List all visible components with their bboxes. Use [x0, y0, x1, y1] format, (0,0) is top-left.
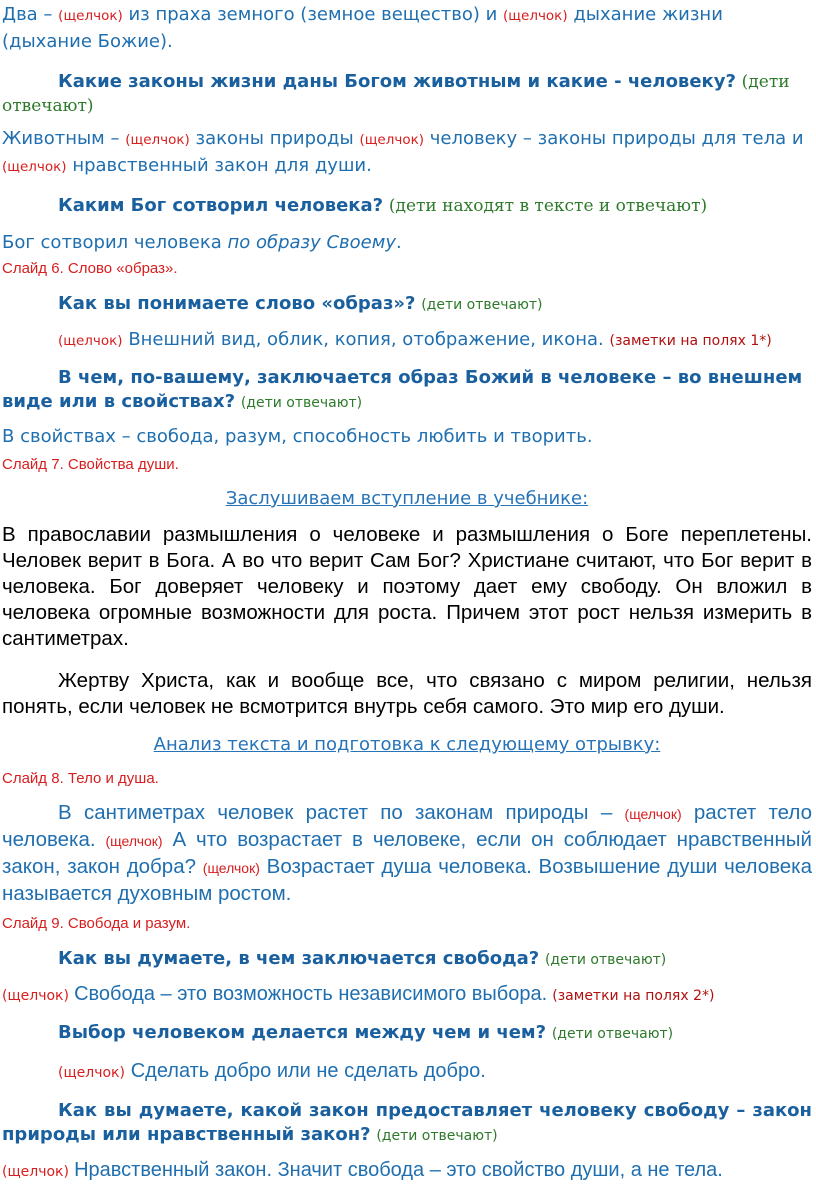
- question-divine-image: [2, 366, 812, 414]
- heading-text-analysis: Анализ текста и подготовка к следующему отрывку:: [153, 734, 661, 755]
- click-note: (щелчок): [359, 132, 425, 148]
- children-note: (дети отвечают): [376, 1128, 498, 1144]
- margin-note: (заметки на полях 1*): [609, 333, 772, 349]
- answer-laws: [2, 126, 812, 178]
- answer-image: [2, 328, 812, 354]
- click-note: (щелчок): [2, 988, 69, 1004]
- text: Два –: [2, 4, 53, 25]
- answer-freedom: [2, 983, 812, 1011]
- textbook-paragraph-2: Жертву Христа, как и вообще все, что связано с миром религии, нельзя понять, если человек не всмотрится внутрь себя самого. Это мир его души.: [2, 669, 812, 718]
- question-text: Выбор человеком делается между чем и чем?: [58, 1022, 547, 1043]
- text: нравственный закон для души.: [72, 155, 372, 176]
- question-choice: [2, 1021, 812, 1047]
- slide-6-label: Слайд 6. Слово «образ».: [2, 260, 178, 277]
- click-note: (щелчок): [2, 159, 67, 175]
- children-note: (дети отвечают): [2, 72, 790, 116]
- children-note: (дети отвечают): [551, 1026, 674, 1042]
- click-note: (щелчок): [202, 860, 260, 876]
- slide-8-label: Слайд 8. Тело и душа.: [2, 770, 159, 787]
- growth-paragraph: [2, 800, 812, 907]
- question-which-law: [2, 1099, 812, 1147]
- question-text: Как вы понимаете слово «образ»?: [58, 293, 416, 314]
- click-note: (щелчок): [58, 8, 123, 24]
- margin-note: (заметки на полях 2*): [552, 988, 715, 1004]
- paragraph-creation: [2, 0, 812, 54]
- text: Бог сотворил человека: [2, 232, 222, 253]
- text: .: [395, 232, 402, 253]
- question-laws: [2, 70, 812, 120]
- heading-listen-intro: Заслушиваем вступление в учебнике:: [225, 488, 589, 509]
- text: законы природы: [195, 128, 354, 149]
- click-note: (щелчок): [624, 806, 682, 822]
- click-note: (щелчок): [105, 833, 163, 849]
- click-note: (щелчок): [58, 333, 123, 349]
- answer-properties: В свойствах – свобода, разум, способность любить и творить.: [2, 426, 593, 447]
- question-text: Как вы думаете, какой закон предоставляет человеку свободу – закон природы или нравственный закон?: [2, 1100, 812, 1145]
- text: А что возрастает в человеке, если он соблюдает нравственный закон, закон добра?: [2, 828, 812, 878]
- text: Нравственный закон. Значит свобода – это свойство души, а не тела.: [74, 1159, 723, 1181]
- click-note: (щелчок): [125, 132, 190, 148]
- text: растет тело человека.: [2, 801, 812, 851]
- text: Свобода – это возможность независимого выбора.: [74, 983, 548, 1005]
- text: Возрастает душа человека. Возвышение души человека называется духовным ростом.: [2, 855, 812, 905]
- children-note: (дети отвечают): [421, 297, 543, 313]
- answer-created: [2, 230, 812, 256]
- click-note: (щелчок): [503, 8, 568, 24]
- children-note: (дети отвечают): [544, 952, 667, 968]
- question-text: Какие законы жизни даны Богом животным и какие - человеку?: [58, 71, 736, 92]
- text: человеку – законы природы для тела и: [429, 128, 804, 149]
- text: дыхание жизни (дыхание Божие).: [2, 4, 723, 52]
- text: В сантиметрах человек растет по законам природы –: [58, 801, 613, 824]
- question-freedom: [2, 947, 812, 973]
- answer-which-law: [2, 1159, 812, 1187]
- text: Внешний вид, облик, копия, отображение, икона.: [128, 329, 604, 350]
- question-text: В чем, по-вашему, заключается образ Божий в человеке – во внешнем виде или в свойствах?: [2, 367, 803, 412]
- slide-7-label: Слайд 7. Свойства души.: [2, 456, 179, 473]
- question-text: Каким Бог сотворил человека?: [58, 195, 384, 216]
- text: Сделать добро или не сделать добро.: [130, 1060, 486, 1082]
- children-note: (дети отвечают): [240, 395, 363, 411]
- question-created: [2, 194, 812, 220]
- click-note: (щелчок): [2, 1164, 69, 1180]
- text: Животным –: [2, 128, 120, 149]
- textbook-paragraph-1: В православии размышления о человеке и размышления о Боге переплетены. Человек верит в Бога. А во что верит Сам Бог? Христиане считают, что Бог верит в человека. Бог доверяет человеку и поэтому дает ему свободу. Он вложил в человека огромные возможности для роста. Причем этот рост нельзя измерить в сантиметрах.: [2, 523, 812, 650]
- question-image: [2, 292, 812, 318]
- slide-9-label: Слайд 9. Свобода и разум.: [2, 915, 191, 932]
- children-note: (дети находят в тексте и отвечают): [388, 196, 708, 216]
- text: из праха земного (земное вещество) и: [128, 4, 498, 25]
- click-note: (щелчок): [58, 1065, 125, 1081]
- text-italic: по образу Своему: [227, 232, 396, 253]
- question-text: Как вы думаете, в чем заключается свобода?: [58, 948, 540, 969]
- answer-choice: [2, 1059, 812, 1087]
